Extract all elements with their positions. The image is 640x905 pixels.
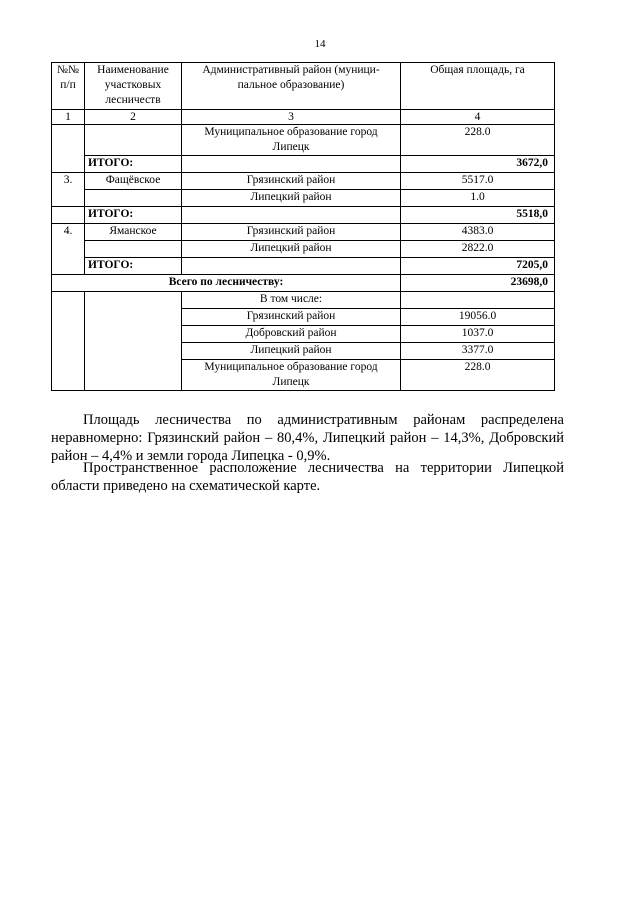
district-cell: Муниципальное образование город Липецк [182,360,401,391]
table-row [52,190,555,207]
column-number: 4 [401,110,555,125]
area-cell: 3377.0 [401,343,555,360]
including-label: В том числе: [182,292,401,309]
district-cell: Липецкий район [182,241,401,258]
column-number-row [52,110,555,125]
area-cell: 1.0 [401,190,555,207]
cell-empty [52,125,85,173]
page-number: 14 [314,38,326,50]
table-row [52,224,555,241]
cell-empty [401,292,555,309]
header-forestry-name: Наименование участковых лесничеств [85,63,182,110]
total-row [52,207,555,224]
column-number: 1 [52,110,85,125]
table-row [52,241,555,258]
table-header-row [52,63,555,110]
district-cell: Липецкий район [182,343,401,360]
district-cell: Грязинский район [182,224,401,241]
total-value: 3672,0 [401,156,555,173]
table-row [52,173,555,190]
table-row [52,292,555,309]
cell-empty [85,241,182,258]
column-number: 3 [182,110,401,125]
total-value: 5518,0 [401,207,555,224]
table-row [52,125,555,156]
header-area: Общая площадь, га [401,63,555,110]
district-cell: Добровский район [182,326,401,343]
row-number: 3. [52,173,85,207]
grand-total-label: Всего по лесничеству: [52,275,401,292]
area-cell: 228.0 [401,125,555,156]
total-label: ИТОГО: [85,156,182,173]
forestry-name: Фащёвское [85,173,182,190]
total-label: ИТОГО: [85,207,182,224]
cell-empty [52,292,85,391]
district-cell: Липецкий район [182,190,401,207]
area-cell: 5517.0 [401,173,555,190]
area-cell: 2822.0 [401,241,555,258]
cell-empty [182,156,401,173]
cell-empty [85,190,182,207]
grand-total-row [52,275,555,292]
cell-empty [52,207,85,224]
forestry-name: Яманское [85,224,182,241]
cell-empty [182,207,401,224]
area-cell: 4383.0 [401,224,555,241]
header-number: №№ п/п [52,63,85,110]
grand-total-value: 23698,0 [401,275,555,292]
paragraph-distribution: Площадь лесничества по административным районам распределена неравномерно: Грязинский район – 80,4%, Липецкий район – 14,3%, Добровский район – 4,4% и земли города Липецка - 0,9%. [51,412,564,464]
area-cell: 1037.0 [401,326,555,343]
cell-empty [182,258,401,275]
district-cell: Муниципальное образование город Липецк [182,125,401,156]
area-cell: 228.0 [401,360,555,391]
total-row [52,156,555,173]
cell-empty [85,125,182,156]
forestry-area-table [51,62,555,391]
district-cell: Грязинский район [182,309,401,326]
paragraph-map-reference: Пространственное расположение лесничества на территории Липецкой области приведено на схематической карте. [51,460,564,494]
cell-empty [85,292,182,391]
column-number: 2 [85,110,182,125]
total-label: ИТОГО: [85,258,182,275]
row-number: 4. [52,224,85,275]
district-cell: Грязинский район [182,173,401,190]
header-district: Административный район (муници-пальное образование) [182,63,401,110]
area-cell: 19056.0 [401,309,555,326]
total-row [52,258,555,275]
total-value: 7205,0 [401,258,555,275]
